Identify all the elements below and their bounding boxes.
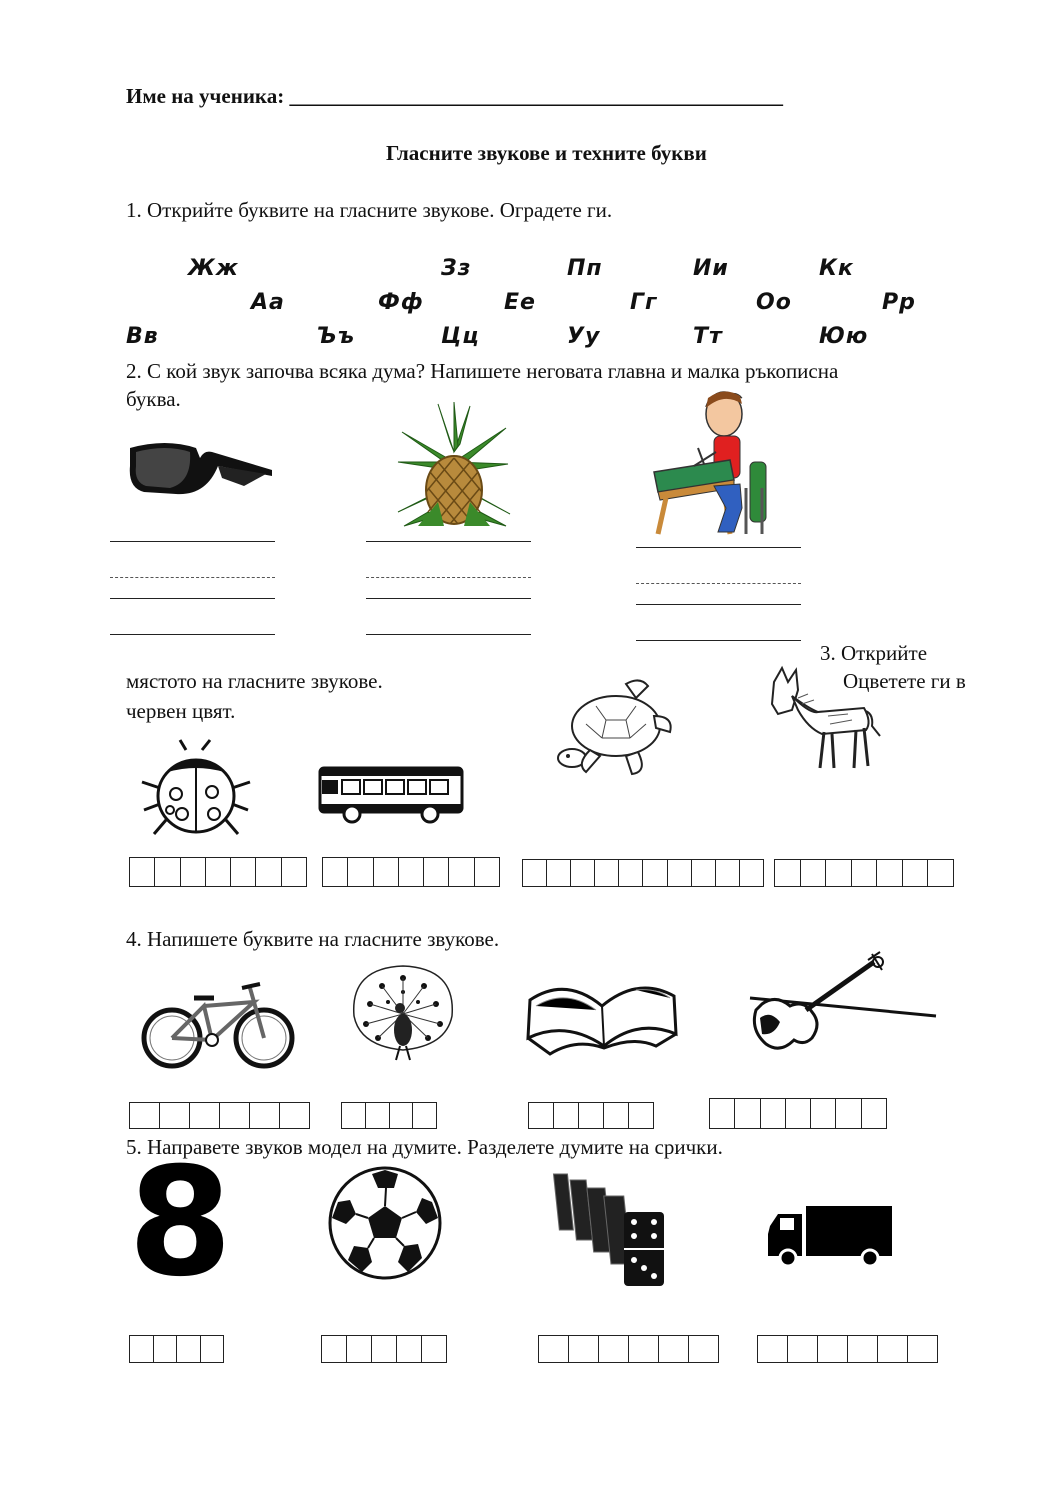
task4-boxes-1[interactable] bbox=[129, 1102, 310, 1129]
letter-p[interactable]: Пп bbox=[567, 256, 603, 281]
letter-o[interactable]: Оо bbox=[756, 290, 792, 315]
task2-prompt-line1: 2. С кой звук започва всяка дума? Напишете неговата главна и малка ръкописна bbox=[126, 359, 839, 383]
letter-f[interactable]: Фф bbox=[378, 290, 424, 315]
task2-prompt-line2: буква. bbox=[126, 387, 181, 411]
book-icon bbox=[526, 976, 678, 1056]
task5-boxes-1[interactable] bbox=[129, 1335, 224, 1363]
domino-icon bbox=[530, 1160, 670, 1290]
bus-icon bbox=[318, 766, 464, 824]
task4-prompt: 4. Напишете буквите на гласните звукове. bbox=[126, 927, 500, 951]
letter-yu[interactable]: Юю bbox=[819, 324, 869, 349]
sunglasses-icon bbox=[126, 436, 276, 498]
task3-boxes-2[interactable] bbox=[322, 857, 500, 887]
task4-boxes-2[interactable] bbox=[341, 1102, 437, 1129]
letter-v[interactable]: Вв bbox=[126, 324, 159, 349]
soccer-ball-icon bbox=[328, 1166, 442, 1280]
letter-zh[interactable]: Жж bbox=[188, 256, 239, 281]
task3-boxes-4[interactable] bbox=[774, 859, 954, 887]
letter-i[interactable]: Ии bbox=[693, 256, 729, 281]
peacock-icon bbox=[350, 964, 456, 1062]
task4-boxes-3[interactable] bbox=[528, 1102, 654, 1129]
student-name-label: Име на ученика: _______________________________________________ bbox=[126, 84, 783, 108]
task3-prompt-b: мястото на гласните звукове. bbox=[126, 669, 383, 693]
letter-e[interactable]: Ее bbox=[504, 290, 536, 315]
truck-icon bbox=[766, 1204, 894, 1268]
bicycle-icon bbox=[142, 978, 294, 1070]
letter-hard[interactable]: Ъъ bbox=[316, 324, 356, 349]
number-eight-icon: 8 bbox=[128, 1136, 233, 1310]
task5-boxes-2[interactable] bbox=[321, 1335, 447, 1363]
student-at-desk-icon bbox=[654, 388, 774, 538]
letter-ts[interactable]: Цц bbox=[441, 324, 480, 349]
task3-boxes-3[interactable] bbox=[522, 859, 764, 887]
page-title: Гласните звукове и техните букви bbox=[386, 141, 707, 165]
letter-a[interactable]: Аа bbox=[251, 290, 285, 315]
task5-boxes-3[interactable] bbox=[538, 1335, 719, 1363]
violin-icon bbox=[740, 950, 936, 1060]
pineapple-icon bbox=[398, 402, 510, 526]
task1-prompt: 1. Открийте буквите на гласните звукове. Оградете ги. bbox=[126, 198, 613, 222]
letter-g[interactable]: Гг bbox=[630, 290, 658, 315]
task5-prompt: 5. Направете звуков модел на думите. Разделете думите на срички. bbox=[126, 1135, 723, 1159]
donkey-icon bbox=[768, 668, 884, 772]
task3-prompt-c: Оцветете ги в bbox=[843, 669, 966, 693]
letter-u[interactable]: Уу bbox=[567, 324, 601, 349]
ladybug-icon bbox=[140, 738, 252, 838]
task3-prompt-a: 3. Открийте bbox=[820, 641, 928, 665]
task5-boxes-4[interactable] bbox=[757, 1335, 938, 1363]
task4-boxes-4[interactable] bbox=[709, 1098, 887, 1129]
turtle-icon bbox=[556, 676, 676, 778]
letter-t[interactable]: Тт bbox=[693, 324, 723, 349]
student-name-field[interactable]: _______________________________________________ bbox=[289, 84, 783, 108]
task3-prompt-d: червен цвят. bbox=[126, 699, 236, 723]
letter-z[interactable]: Зз bbox=[441, 256, 472, 281]
task3-boxes-1[interactable] bbox=[129, 857, 307, 887]
letter-k[interactable]: Кк bbox=[819, 256, 854, 281]
letter-r[interactable]: Рр bbox=[882, 290, 916, 315]
